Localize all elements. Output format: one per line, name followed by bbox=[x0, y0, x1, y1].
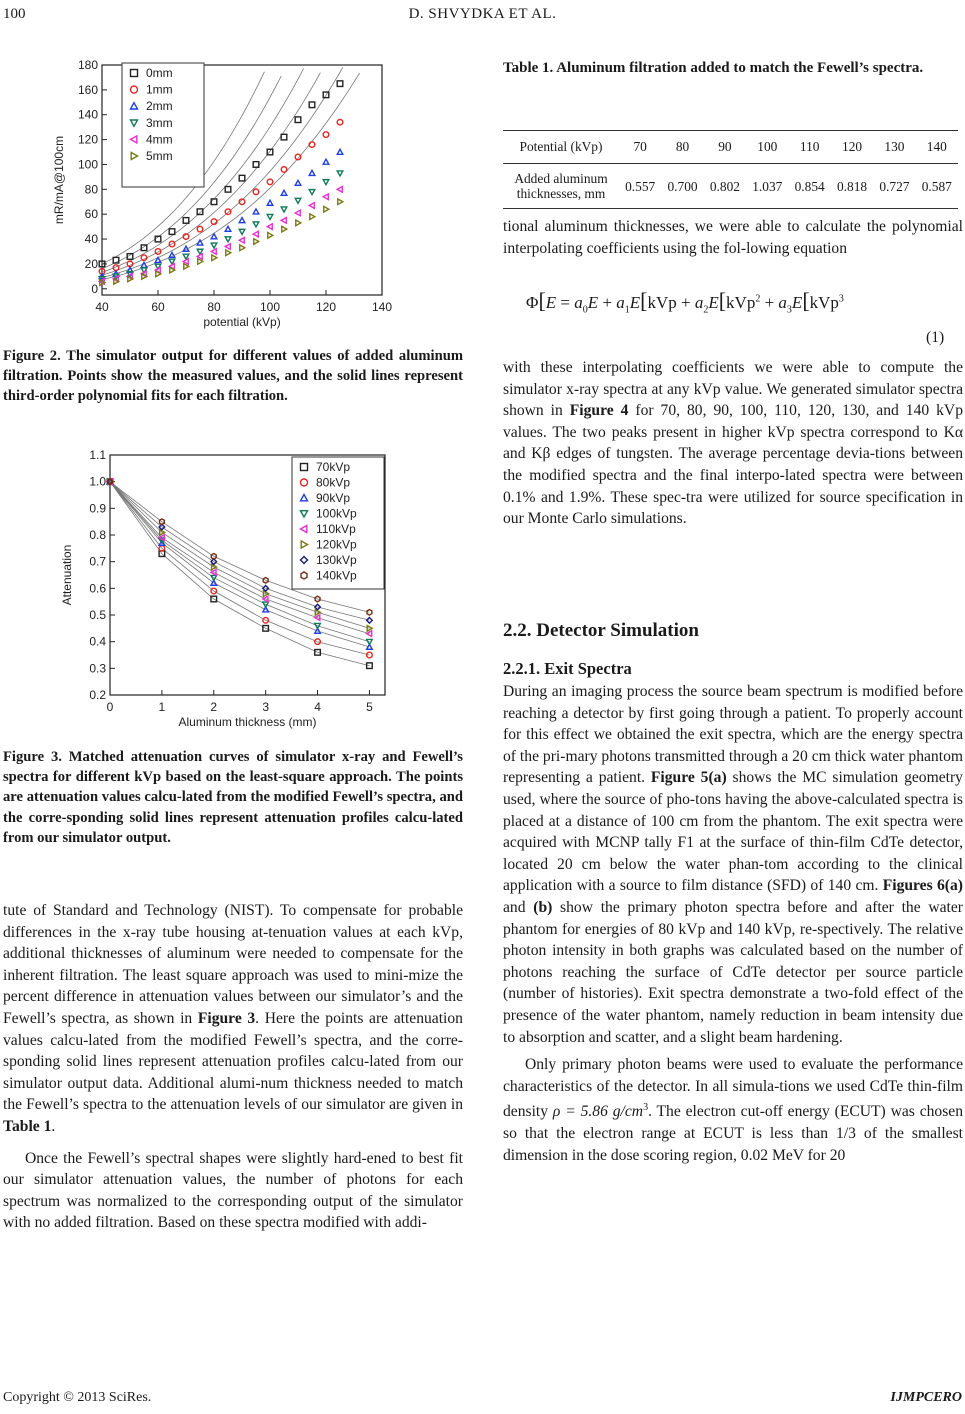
table-cell: 0.557 bbox=[619, 164, 661, 209]
y-tick-label: 0.2 bbox=[89, 688, 106, 702]
table-cell: 0.802 bbox=[704, 164, 746, 209]
data-point bbox=[323, 159, 329, 164]
data-point bbox=[338, 199, 343, 205]
running-title: D. SHVYDKA ET AL. bbox=[408, 6, 557, 22]
legend-label: 4mm bbox=[146, 132, 173, 147]
data-point bbox=[169, 229, 175, 235]
y-tick-label: 0.4 bbox=[89, 634, 106, 649]
data-point bbox=[295, 117, 301, 123]
y-tick-label: 100 bbox=[77, 157, 98, 172]
y-tick-label: 180 bbox=[77, 58, 98, 72]
data-point bbox=[296, 220, 301, 226]
data-point bbox=[267, 214, 273, 219]
equation-number: (1) bbox=[926, 329, 945, 346]
legend-label: 140kVp bbox=[316, 568, 357, 583]
table-cell: 0.700 bbox=[661, 164, 703, 209]
data-point bbox=[309, 203, 314, 209]
x-axis-label: potential (kVp) bbox=[203, 315, 281, 329]
legend-label: 0mm bbox=[146, 66, 173, 80]
data-point bbox=[323, 132, 329, 138]
data-point bbox=[281, 190, 287, 195]
data-point bbox=[367, 639, 373, 644]
x-tick-label: 2 bbox=[210, 700, 218, 714]
y-tick-label: 0.5 bbox=[89, 608, 106, 622]
table-cell: 130 bbox=[873, 131, 915, 164]
legend-label: 5mm bbox=[146, 149, 173, 163]
legend-label: 120kVp bbox=[316, 537, 357, 552]
legend-label: 3mm bbox=[146, 115, 173, 130]
data-point bbox=[337, 149, 343, 154]
y-tick-label: 1.0 bbox=[89, 474, 106, 489]
y-tick-label: 80 bbox=[84, 182, 98, 197]
y-tick-label: 0.7 bbox=[89, 554, 106, 569]
y-tick-label: 40 bbox=[84, 232, 98, 247]
legend-label: 130kVp bbox=[316, 553, 357, 567]
density-value: ρ = 5.86 g/cm bbox=[552, 1103, 644, 1121]
legend-label: 70kVp bbox=[316, 460, 351, 474]
x-tick-label: 140 bbox=[371, 300, 393, 314]
x-tick-label: 0 bbox=[106, 700, 114, 714]
legend-label: 2mm bbox=[146, 99, 173, 114]
data-point bbox=[367, 663, 373, 669]
table-cell: 80 bbox=[661, 131, 703, 164]
left-paragraph-1: tute of Standard and Technology (NIST). To compensate for probable differences in the x-ray tube housing at-tenuation values at each kVp, additional thicknesses of aluminum were needed to compensate for the inherent filtration. The least square approach was used to mini-mize the percent difference in attenuation values between our simulator’s and the Fewell’s spectra, as shown in Figure 3. Here the points are attenuation values calcu-lated from the modified Fewell’s spectra, and the corre-sponding solid lines represent attenuation profiles calcu-lated from our simulator output data. Additional alumi-num thickness needed to match the Fewell’s spectra to the attenuation levels of our simulator are given in Table 1. bbox=[3, 902, 463, 1135]
data-point bbox=[127, 261, 133, 267]
figure-3-ref: Figure 3 bbox=[197, 1009, 256, 1027]
x-tick-label: 3 bbox=[262, 700, 270, 714]
data-point bbox=[323, 194, 328, 200]
y-tick-label: 160 bbox=[77, 82, 98, 97]
y-axis-label: mR/mA@100cm bbox=[52, 135, 66, 225]
y-tick-label: 1.1 bbox=[89, 448, 106, 462]
left-column-text bbox=[3, 900, 463, 1234]
y-tick-label: 120 bbox=[77, 132, 98, 147]
legend-label: 100kVp bbox=[316, 506, 357, 521]
data-point bbox=[323, 180, 329, 185]
data-point bbox=[239, 175, 245, 181]
data-point bbox=[212, 255, 217, 261]
data-point bbox=[225, 237, 231, 242]
data-point bbox=[183, 246, 189, 251]
table-1 bbox=[503, 130, 958, 209]
y-tick-label: 0.8 bbox=[89, 528, 106, 542]
figure-6b-ref: (b) bbox=[533, 898, 553, 916]
y-tick-label: 0.3 bbox=[89, 661, 106, 676]
table-cell: 140 bbox=[916, 131, 958, 164]
data-point bbox=[367, 618, 373, 624]
x-tick-label: 100 bbox=[259, 300, 281, 314]
data-point bbox=[281, 218, 286, 224]
data-point bbox=[225, 226, 231, 231]
x-tick-label: 1 bbox=[158, 700, 166, 714]
table-1-row-label: Added aluminum thicknesses, mm bbox=[503, 164, 619, 209]
legend-label: 90kVp bbox=[316, 491, 351, 505]
data-point bbox=[337, 171, 343, 176]
table-1-caption: Table 1. Aluminum filtration added to match the Fewell’s spectra. bbox=[503, 60, 924, 76]
figure-2-caption: Figure 2. The simulator output for different values of added aluminum filtration. Points show the measured values, and the solid lines represent third-order polynomial fits for each filtration. bbox=[3, 348, 463, 405]
y-tick-label: 140 bbox=[77, 107, 98, 122]
page-number: 100 bbox=[3, 6, 26, 22]
data-point bbox=[268, 233, 273, 239]
data-point bbox=[310, 214, 315, 220]
table-cell: 90 bbox=[704, 131, 746, 164]
data-point bbox=[155, 249, 161, 255]
x-tick-label: 5 bbox=[366, 700, 373, 714]
section-heading: 2.2. Detector Simulation bbox=[503, 620, 699, 641]
figure-6a-ref: Figures 6(a) bbox=[882, 877, 963, 895]
figure-4-ref: Figure 4 bbox=[569, 402, 629, 420]
right-paragraph-3: During an imaging process the source beam spectrum is modified before reaching a detector by first going through a patient. To properly account for this effect we obtained the exit spectra, which are the energy spectra of the pri-mary photons transmitted through a 20 cm thick water phantom representing a patient. Figure 5(a) shows the MC simulation geometry used, where the source of pho-tons having the above-calculated spectra is placed at a distance of 100 cm from the phantom. The exit spectra were acquired with MCNP tally F1 at the surface of thin-film CdTe detector, located 20 cm below the water phan-tom according to the clinical application with a source to film distance (SFD) of 140 cm. Figures 6(a) and (b) show the primary photon spectra before and after the water phantom for energies of 80 kVp and 140 kVp, re-spectively. The relative photon intensity in both graphs was calculated based on the number of photons reaching the surface of CdTe detector per source particle (number of histories). Exit spectra demonstrate a two-fold effect of the presence of the water phantom, namely reduction in beam intensity due to absorption and scatter, and a slight beam hardening. Only primary photon beams were used to evaluate the performance characteristics of the detector. In all simula-tions we used CdTe thin-film density ρ = 5.86 $g/cm^3$. The electron cut-off energy (ECUT) was chosen so that the electron range at ECUT is less than 1/3 of the smallest dimension in the dose scoring region, 0.02 MeV for 20 bbox=[503, 683, 963, 1164]
x-axis-label: Aluminum thickness (mm) bbox=[178, 715, 317, 729]
legend-label: 110kVp bbox=[316, 522, 356, 536]
data-point bbox=[183, 218, 189, 224]
data-point bbox=[337, 81, 343, 87]
data-point bbox=[282, 226, 287, 232]
left-paragraph-2: Once the Fewell’s spectral shapes were slightly hard-ened to best fit our simulator attenuation values, the number of photons for each spectrum was normalized to the corresponding output of the simulator with no added filtration. Based on these spectra modified with addi- bbox=[3, 1149, 463, 1232]
data-point bbox=[295, 180, 301, 185]
table-cell: 0.818 bbox=[831, 164, 873, 209]
data-point bbox=[141, 255, 147, 261]
table-cell: 70 bbox=[619, 131, 661, 164]
series-4mm bbox=[99, 187, 342, 285]
table-cell: 0.854 bbox=[789, 164, 831, 209]
figure-3-caption: Figure 3. Matched attenuation curves of simulator x-ray and Fewell’s spectra for different kVp based on the least-square approach. The points are attenuation values calcu-lated from the modified Fewell’s spectra, and the corre-sponding solid lines represent attenuation profiles calcu-lated from our simulator output. bbox=[3, 749, 463, 846]
x-tick-label: 80 bbox=[207, 300, 221, 314]
figure-5a-ref: Figure 5(a) bbox=[650, 769, 727, 787]
figure-2-chart bbox=[50, 55, 395, 340]
y-tick-label: 0.6 bbox=[89, 581, 106, 596]
data-point bbox=[225, 187, 231, 193]
data-point bbox=[253, 222, 259, 227]
equation-1: $\Phi[E = a_0E + a_1E[kVp + a_2E[kVp^2 + a_3E[kVp^3$ bbox=[526, 288, 844, 316]
data-point bbox=[240, 245, 245, 251]
table-cell: 110 bbox=[789, 131, 831, 164]
data-point bbox=[253, 231, 258, 237]
table-cell: 120 bbox=[831, 131, 873, 164]
data-point bbox=[239, 218, 245, 223]
table-cell: 0.727 bbox=[873, 164, 915, 209]
data-point bbox=[211, 249, 216, 255]
y-axis-label: Attenuation bbox=[60, 544, 74, 606]
y-tick-label: 20 bbox=[84, 256, 98, 271]
right-paragraph-1: tional aluminum thicknesses, we were able to calculate the polynomial interpolating coefficients using the fol-lowing equation bbox=[503, 218, 963, 257]
legend-label: 80kVp bbox=[316, 475, 351, 490]
data-point bbox=[267, 224, 272, 230]
y-tick-label: 60 bbox=[84, 207, 98, 222]
data-point bbox=[281, 207, 287, 212]
data-point bbox=[281, 167, 287, 173]
series-3mm bbox=[99, 171, 343, 282]
x-tick-label: 4 bbox=[314, 700, 321, 714]
data-point bbox=[367, 652, 373, 658]
table-cell: 0.587 bbox=[916, 164, 958, 209]
data-point bbox=[324, 206, 329, 212]
data-point bbox=[253, 189, 259, 195]
data-point bbox=[309, 102, 315, 108]
data-point bbox=[367, 610, 372, 616]
data-point bbox=[225, 244, 230, 250]
data-point bbox=[295, 210, 300, 216]
footer-copyright: Copyright © 2013 SciRes. bbox=[3, 1390, 152, 1405]
right-paragraph-2: with these interpolating coefficients we were able to compute the simulator x-ray spectra at any kVp value. We generated simulator spectra shown in Figure 4 for 70, 80, 90, 100, 110, 120, 130, and 140 kVp values. The two peaks present in higher kVp spectra correspond to Kα and Kβ edges of tungsten. The average percentage devia-tions between the modified spectra and the final interpo-lated spectra were between 0.1% and 1.9%. These spec-tra were utilized for source specification in our Monte Carlo simulations. bbox=[503, 359, 963, 528]
y-tick-label: 0.9 bbox=[89, 501, 106, 516]
table-cell: 100 bbox=[746, 131, 788, 164]
data-point bbox=[253, 209, 259, 214]
data-point bbox=[197, 226, 203, 232]
data-point bbox=[337, 187, 342, 193]
data-point bbox=[211, 243, 217, 248]
data-point bbox=[337, 119, 343, 125]
figure-3-chart bbox=[55, 445, 390, 745]
x-tick-label: 120 bbox=[315, 300, 337, 314]
table-1-row-potential bbox=[503, 131, 958, 164]
table-1-ref: Table 1 bbox=[3, 1117, 52, 1135]
page-header bbox=[0, 6, 965, 30]
data-point bbox=[197, 209, 203, 215]
data-point bbox=[239, 229, 245, 234]
y-tick-label: 0 bbox=[91, 281, 98, 296]
data-point bbox=[239, 237, 244, 243]
x-tick-label: 60 bbox=[151, 300, 165, 314]
footer-journal: IJMPCERO bbox=[890, 1390, 962, 1405]
series-5mm bbox=[100, 199, 343, 285]
data-point bbox=[226, 250, 231, 256]
data-point bbox=[309, 170, 315, 175]
data-point bbox=[267, 200, 273, 205]
data-point bbox=[309, 190, 315, 195]
x-tick-label: 40 bbox=[95, 300, 109, 314]
subsection-heading: 2.2.1. Exit Spectra bbox=[503, 659, 632, 678]
legend-label: 1mm bbox=[146, 82, 173, 97]
data-point bbox=[295, 198, 301, 203]
data-point bbox=[225, 209, 231, 215]
data-point bbox=[254, 239, 259, 245]
table-cell: 1.037 bbox=[746, 164, 788, 209]
data-point bbox=[267, 179, 273, 185]
table-1-row-thickness bbox=[503, 164, 958, 209]
table-1-row-label: Potential (kVp) bbox=[503, 131, 619, 164]
data-point bbox=[211, 199, 217, 205]
